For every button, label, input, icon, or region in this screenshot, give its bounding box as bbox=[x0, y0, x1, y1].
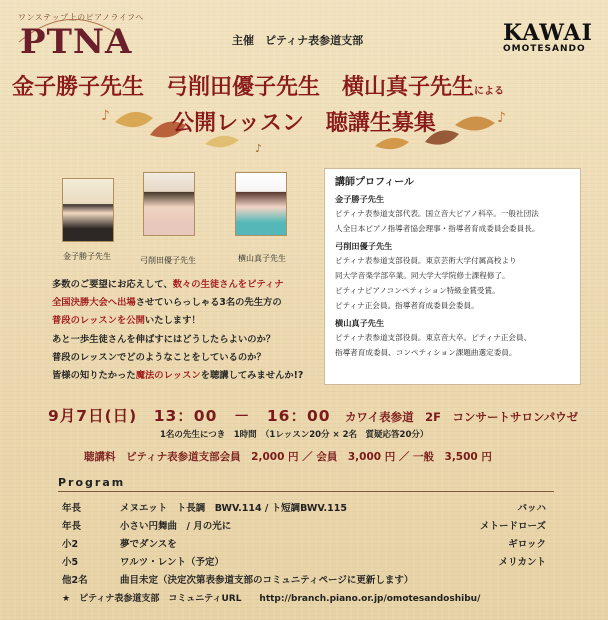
program-row: 他2名 曲目未定（決定次第表参道支部のコミュニティページに更新します） bbox=[62, 575, 414, 586]
ptna-tagline: ワンステップ上のピアノライフへ bbox=[18, 13, 144, 22]
teachers-names: 金子勝子先生 弓削田優子先生 横山真子先生 bbox=[12, 75, 475, 100]
program-divider bbox=[58, 491, 554, 492]
music-note-icon: ♪ bbox=[497, 110, 506, 126]
host-label: 主催 ピティナ表参道支部 bbox=[232, 34, 364, 47]
program-row: 小2 夢でダンスを ギロック bbox=[62, 539, 546, 550]
fee-line: 聴講料 ピティナ表参道支部会員 2,000 円 ／ 会員 3,000 円 ／ 一般 3,500 円 bbox=[84, 451, 492, 463]
body-line-4: あと一歩生徒さんを伸ばすにはどうしたらよいのか？ bbox=[52, 334, 276, 345]
profile-line: ピティナピアノコンペティション特級金賞受賞。 bbox=[335, 286, 500, 295]
profile-line: ピティナ表参道支部役員。東京芸術大学付属高校より bbox=[335, 256, 517, 265]
lesson-title: 公開レッスン 聴講生募集 bbox=[172, 111, 436, 136]
profile-line: ピティナ正会員。指導者育成委員会委員。 bbox=[335, 301, 479, 310]
teacher-photo-3 bbox=[235, 172, 287, 236]
music-note-icon: ♪ bbox=[255, 142, 263, 155]
body-line-5: 普段のレッスンでどのようなことをしているのか？ bbox=[52, 352, 266, 363]
profile-line: 人全日本ピアノ指導者協会理事・指導者育成委員会委員長。 bbox=[335, 224, 540, 233]
program-row: 年長 小さい円舞曲 / 月の光に メトードローズ bbox=[62, 521, 546, 532]
ptna-logo: PTNA bbox=[20, 22, 133, 62]
body-line-3: 普段のレッスンを公開いたします！ bbox=[52, 315, 201, 326]
profile-name: 弓削田優子先生 bbox=[335, 241, 393, 251]
teachers-by: による bbox=[474, 86, 505, 97]
body-line-2: 全国決勝大会へ出場させていらっしゃる3名の先生方の bbox=[52, 297, 282, 308]
profile-line: ピティナ表参道支部代表。国立音大ピアノ科卒。一般社団法 bbox=[335, 209, 539, 218]
profile-line: ピティナ表参道支部役員。東京音大卒。ピティナ正会員、 bbox=[335, 333, 532, 342]
profile-name: 横山真子先生 bbox=[335, 318, 385, 328]
teacher-caption-3: 横山真子先生 bbox=[238, 254, 286, 263]
profile-heading: 講師プロフィール bbox=[335, 177, 414, 188]
music-note-icon: ♪ bbox=[101, 108, 110, 124]
teacher-caption-1: 金子勝子先生 bbox=[63, 252, 111, 261]
kawai-sub: OMOTESANDO bbox=[503, 44, 586, 54]
event-venue: カワイ表参道 2F コンサートサロンパウゼ bbox=[344, 410, 579, 424]
teacher-photo-1 bbox=[62, 178, 114, 242]
program-row: 年長 メヌエット ト長調 BWV.114 / ト短調BWV.115 バッハ bbox=[62, 503, 546, 514]
event-note: 1名の先生につき 1時間 （1レッスン20分 × 2名 質疑応答20分） bbox=[160, 430, 429, 440]
body-line-1: 多数のご要望にお応えして、数々の生徒さんをピティナ bbox=[52, 279, 284, 290]
profile-name: 金子勝子先生 bbox=[335, 194, 385, 204]
community-url[interactable]: ★ ピティナ表参道支部 コミュニティURL http://branch.piano.or.jp/omotesandoshibu/ bbox=[62, 594, 481, 604]
kawai-logo: KAWAI bbox=[503, 20, 593, 46]
profile-line: 同大学音楽学部卒業。同大学大学院修士課程修了。 bbox=[335, 271, 510, 280]
event-date: 9月7日(日) 13：00 － 16：00 bbox=[48, 407, 331, 425]
event-datetime bbox=[48, 404, 578, 426]
profile-box bbox=[324, 168, 581, 385]
teacher-photo-2 bbox=[143, 172, 195, 236]
program-title: Program bbox=[58, 476, 126, 489]
program-row: 小5 ワルツ・レント（予定） メリカント bbox=[62, 557, 546, 568]
body-line-6: 皆様の知りたかった魔法のレッスンを聴講してみませんか!? bbox=[52, 370, 304, 381]
profile-line: 指導者育成委員、コンペティション課題曲選定委員。 bbox=[335, 348, 517, 357]
teachers-title bbox=[12, 70, 602, 101]
teacher-caption-2: 弓削田優子先生 bbox=[140, 256, 196, 265]
